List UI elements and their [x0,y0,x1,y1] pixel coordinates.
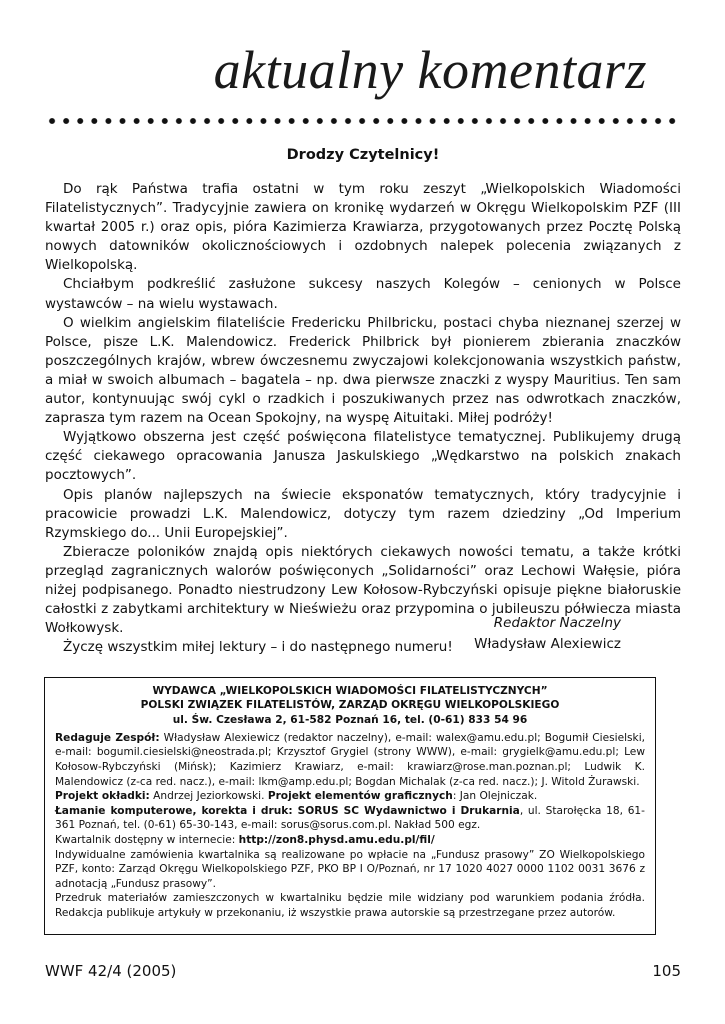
printing-text: , ul. Starołęcka 18, 61-361 Poznań, tel. (0-61) 65-30-143, e-mail: sorus@sorus.com.pl. Nakład 500 egz. [55,804,645,832]
printing-credits [55,804,645,833]
article-heading: Drodzy Czytelnicy! [286,147,440,163]
organization-line: POLSKI ZWIĄZEK FILATELISTÓW, ZARZĄD OKRĘGU WIELKOPOLSKIEGO [140,699,560,712]
article-paragraph: Opis planów najlepszych na świecie eksponatów tematycznych, który tradycyjnie i pracowicie prowadzi L.K. Malendowicz, dotyczy tym razem dziedziny „Od Imperium Rzymskiego do... Unii Europejskiej”. [45,486,681,541]
article-paragraph: Zbieracze poloników znajdą opis niektórych ciekawych nowości tematu, a także krótki przegląd zagranicznych walorów poświęconych „Solidarności” oraz Lechowi Wałęsie, pióra niżej podpisanego. Ponadto niestrudzony Lew Kołosow-Rybczyński opisuje piękne białoruskie całostki z zabytkami architektury w Nieświeżu oraz przypomina o jubileuszu półwiecza miasta Wołkowysk. [45,543,681,637]
issue-label: WWF 42/4 (2005) [45,962,177,980]
article-paragraph: O wielkim angielskim filateliście Fredericku Philbricku, postaci chyba nieznanej szerzej w Polsce, pisze L.K. Malendowicz. Frederick Philbrick był pionierem zbierania znaczków poszczególnych krajów, wbrew ówczesnemu zwyczajowi kolekcjonowania wszystkich państw, a miał w swoich albumach – bagatela – np. dwa pierwsze znaczki z wyspy Mauritius. Ten sam autor, kontynuując swój cykl o rzadkich i poszukiwanych przez nas odwrotkach znaczków, zaprasza tym razem na Ocean Spokojny, na wyspę Aituitaki. Miłej podróży! [45,314,681,427]
cover-design-text: Andrzej Jeziorkowski. [153,790,265,803]
orders-info: Indywidualne zamówienia kwartalnika są realizowane po wpłacie na „Fundusz prasowy” ZO Wielkopolskiego PZF, konto: Zarząd Okręgu Wielkopolskiego PZF, PKO BP I O/Poznań, nr 17 1020 4027 0000 1102 0031 3676 z adnotacją „Fundusz prasowy”. [55,848,645,890]
address-line: ul. Św. Czesława 2, 61-582 Poznań 16, tel. (0-61) 833 54 96 [172,713,528,726]
printing-label: Łamanie komputerowe, korekta i druk: SORUS SC Wydawnictwo i Drukarnia [55,804,520,817]
article-paragraph: Wyjątkowo obszerna jest część poświęcona filatelistyce tematycznej. Publikujemy drugą część ciekawego opracowania Janusza Jaskulskiego „Wędkarstwo na polskich znakach pocztowych”. [45,429,681,484]
reprint-info: Przedruk materiałów zamieszczonych w kwartalniku będzie mile widziany pod warunkiem podania źródła. Redakcja publikuje artykuły w przekonaniu, iż wszystkie prawa autorskie są przestrzegane przez autorów. [55,892,645,920]
graphics-design-text: : Jan Olejniczak. [452,790,538,803]
publisher-line: WYDAWCA „WIELKOPOLSKICH WIADOMOŚCI FILATELISTYCZNYCH” [152,685,548,697]
imprint-header [55,684,645,727]
internet-text: Kwartalnik dostępny w internecie: [55,834,239,847]
imprint-box [44,677,656,935]
signature-name: Władysław Alexiewicz [474,636,621,652]
website-link[interactable]: http://zon8.physd.amu.edu.pl/fil/ [238,834,435,847]
signature [400,613,621,655]
cover-design-label: Projekt okładki: [55,790,150,803]
article-paragraph: Życzę wszystkim miłej lektury – i do następnego numeru! [63,639,453,656]
signature-role: Redaktor Naczelny [493,615,621,631]
design-credits [55,789,645,804]
article-paragraph: Do rąk Państwa trafia ostatni w tym roku zeszyt „Wielkopolskich Wiadomości Filatelistycznych”. Tradycyjnie zawiera on kronikę wydarzeń w Okręgu Wielkopolskim PZF (III kwartał 2005 r.) oraz opis, pióra Kazimierza Krawiarza, przygotowanych przez Pocztę Polską nowych datowników okolicznościowych i ozdobnych nalepek polecenia związanych z Wielkopolską. [45,181,681,274]
editorial-team-label: Redaguje Zespół: [55,731,160,744]
imprint-body [55,731,645,921]
editorial-team-text: Władysław Alexiewicz (redaktor naczelny), e-mail: walex@amu.edu.pl; Bogumił Ciesielski, e-mail: bogumil.ciesielski@neostrada.pl; Krzysztof Grygiel (strony WWW), e-mail: grygielk@amu.edu.pl; Lew Kołosow-Rybczyński (Mińsk); Kazimierz Krawiarz, e-mail: krawiarz@rose.man.poznan.pl; Ludwik K. Malendowicz (z-ca red. nacz.), e-mail: lkm@amp.edu.pl; Bogdan Michalak (z-ca red. nacz.); J. Witold Żurawski. [55,731,646,788]
section-title: aktualny komentarz [213,40,647,100]
article-body [45,180,681,657]
graphics-design-label: Projekt elementów graficznych [267,790,453,803]
internet-line [55,833,645,848]
page-number: 105 [652,962,681,980]
editorial-team [55,731,645,789]
article-paragraph: Chciałbym podkreślić zasłużone sukcesy naszych Kolegów – cenionych w Polsce wystawców – na wielu wystawach. [45,276,681,312]
dotted-divider [45,116,681,126]
